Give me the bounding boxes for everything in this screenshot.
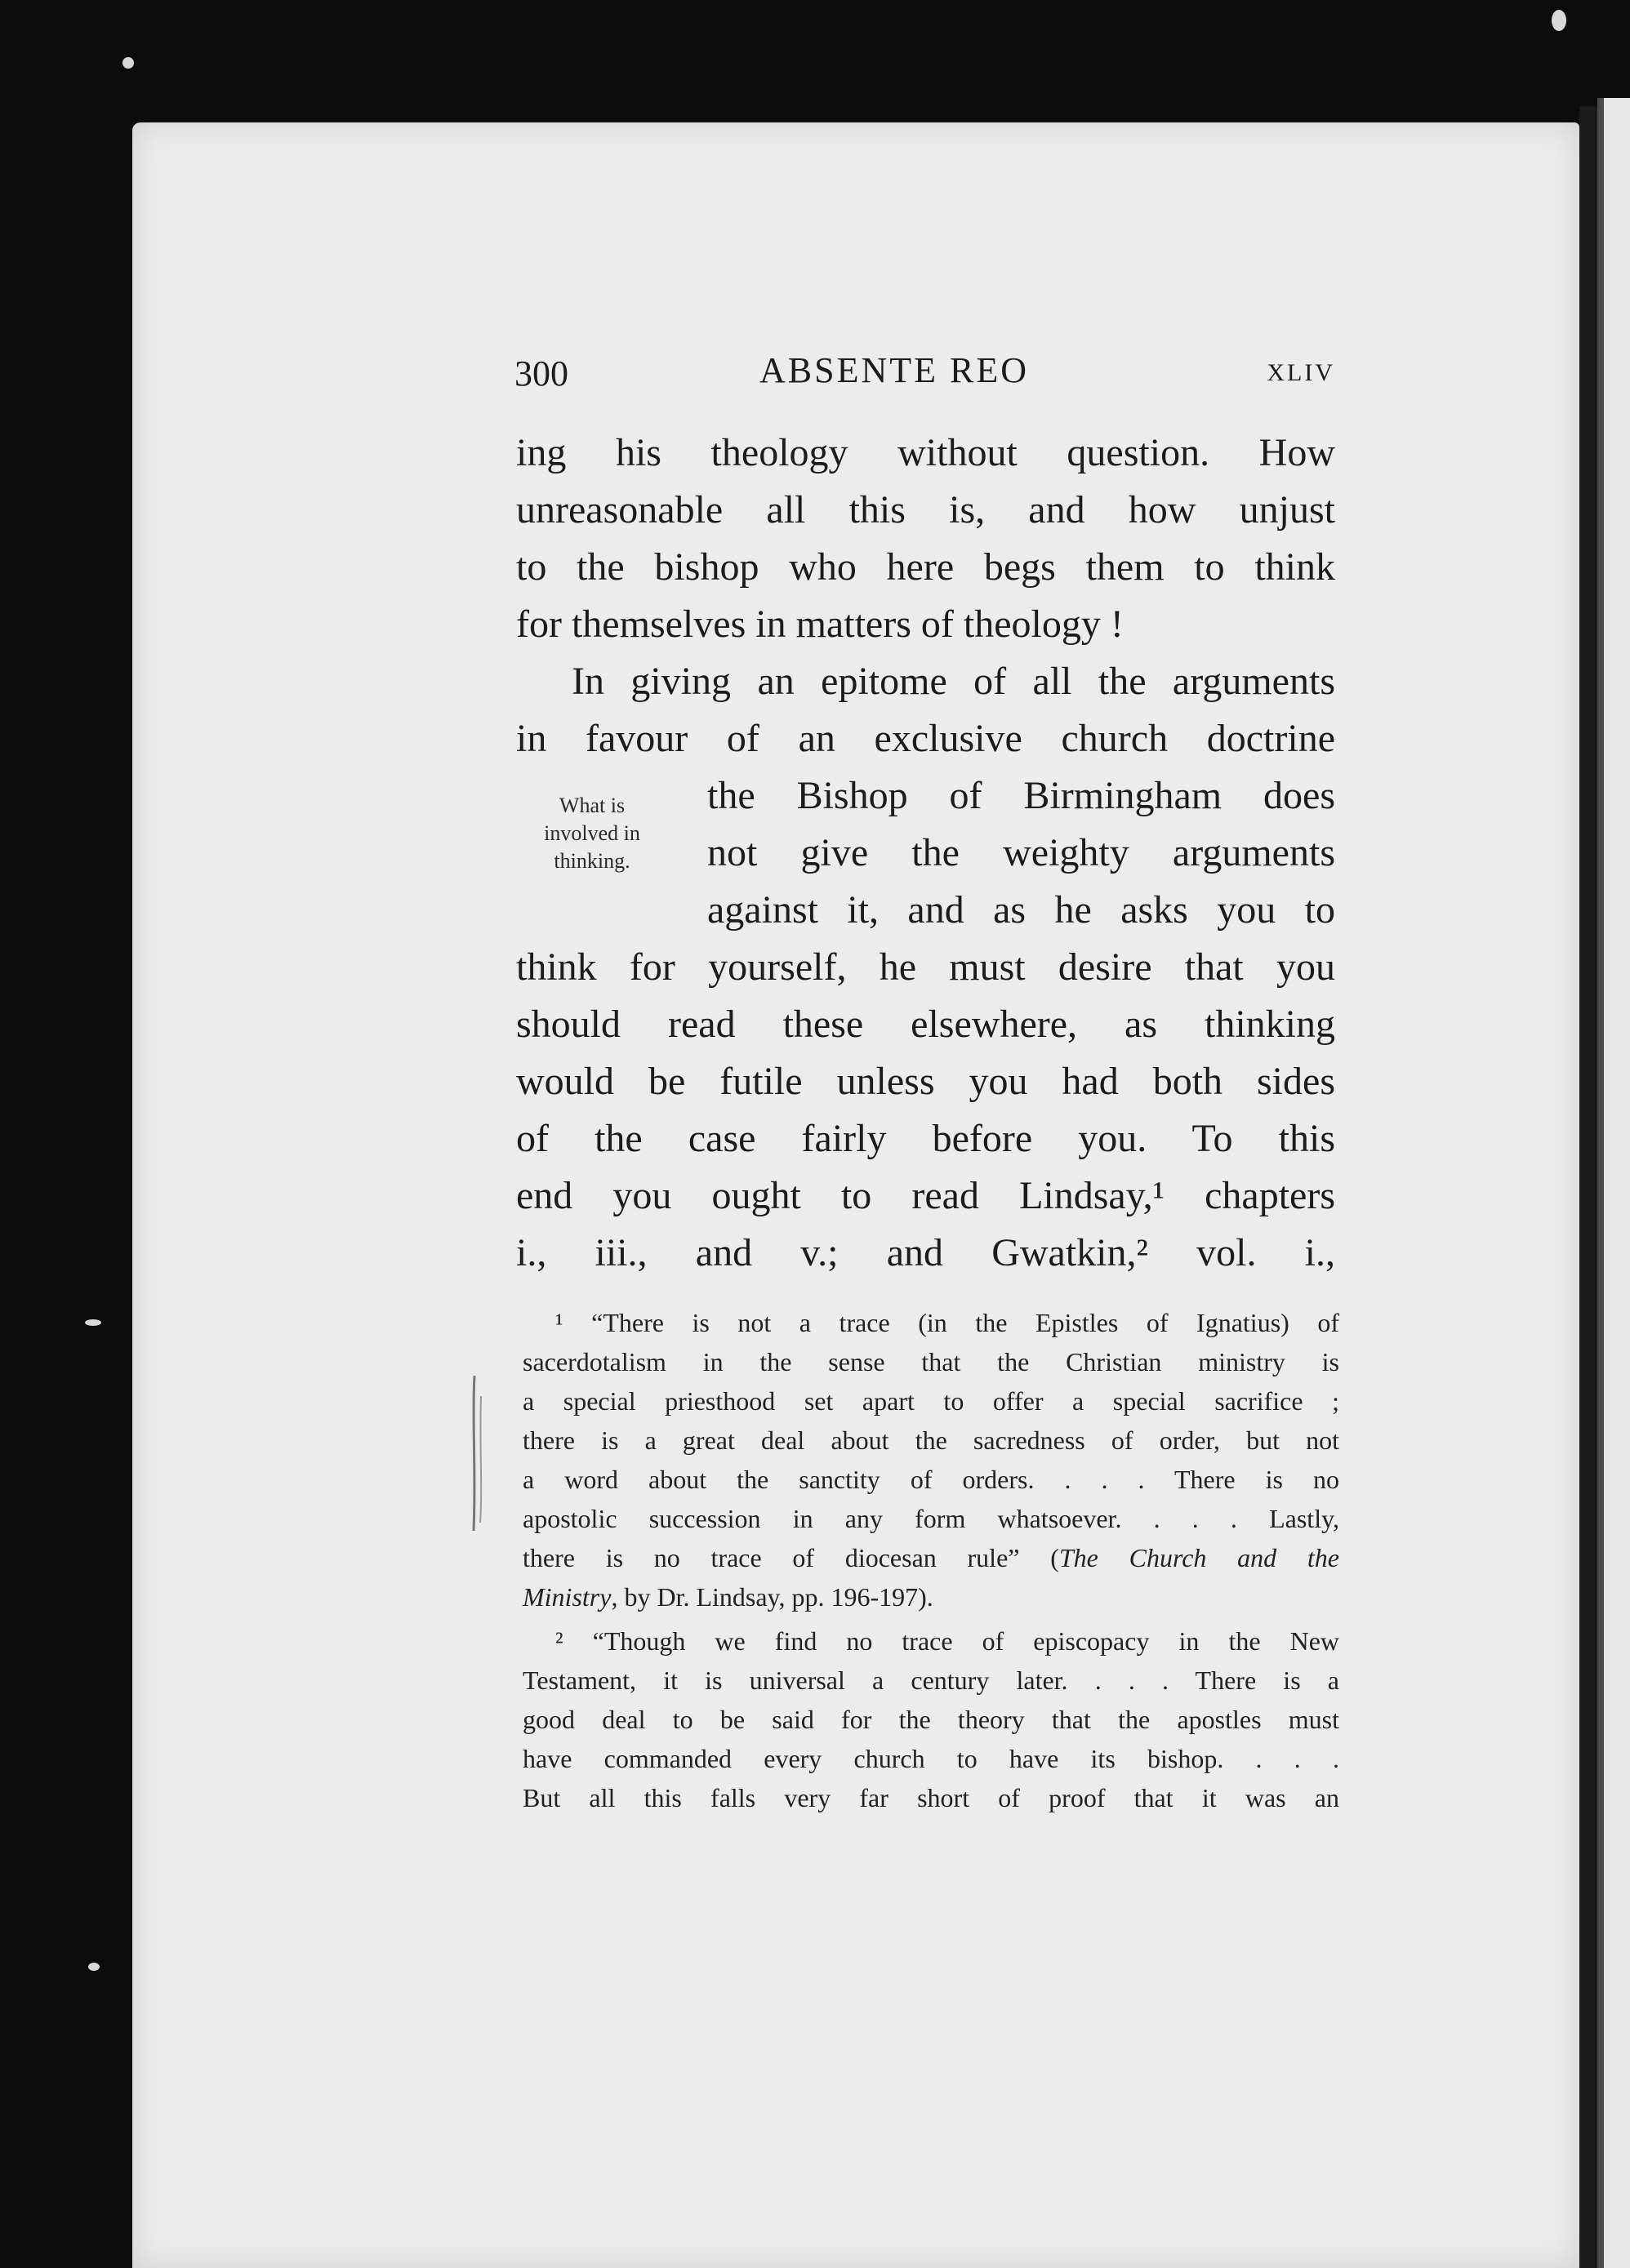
pencil-mark xyxy=(470,1372,488,1535)
dust-speck xyxy=(88,1963,100,1971)
footnote-line: there is a great deal about the sacredness of order, but not xyxy=(523,1425,1339,1455)
footnote-line: Ministry, by Dr. Lindsay, pp. 196-197). xyxy=(523,1582,933,1612)
running-header xyxy=(514,349,1335,407)
body-line: not give the weighty arguments xyxy=(707,831,1335,874)
body-line: should read these elsewhere, as thinking xyxy=(516,1003,1335,1046)
body-line: of the case fairly before you. To this xyxy=(516,1117,1335,1160)
body-line: against it, and as he asks you to xyxy=(707,888,1335,932)
margin-note xyxy=(514,792,670,875)
dust-speck xyxy=(122,57,134,69)
body-line: end you ought to read Lindsay,¹ chapters xyxy=(516,1174,1335,1217)
footnote-line: sacerdotalism in the sense that the Christian ministry is xyxy=(523,1347,1339,1376)
margin-note-line: What is xyxy=(559,794,626,817)
page-number: 300 xyxy=(514,354,568,394)
body-line: the Bishop of Birmingham does xyxy=(707,774,1335,817)
running-title: ABSENTE REO xyxy=(759,350,1029,390)
page-edge xyxy=(1597,98,1630,2268)
footnote-line: a special priesthood set apart to offer a special sacrifice ; xyxy=(523,1386,1339,1416)
body-line: ing his theology without question. How xyxy=(516,431,1335,474)
chapter-number: XLIV xyxy=(1267,359,1335,386)
footnote-line: good deal to be said for the theory that the apostles must xyxy=(523,1705,1339,1734)
footnote-line: ¹ “There is not a trace (in the Epistles of Ignatius) of xyxy=(555,1308,1339,1337)
footnote-line: apostolic succession in any form whatsoever. . . . Lastly, xyxy=(523,1504,1339,1533)
body-line: would be futile unless you had both sides xyxy=(516,1060,1335,1103)
margin-note-line: involved in xyxy=(544,821,640,845)
dust-speck xyxy=(85,1319,101,1326)
footnote-line: Testament, it is universal a century later. . . . There is a xyxy=(523,1665,1339,1695)
body-line: unreasonable all this is, and how unjust xyxy=(516,488,1335,531)
footnote-line: a word about the sanctity of orders. . . . There is no xyxy=(523,1465,1339,1494)
footnote-line: there is no trace of diocesan rule” (The Church and the xyxy=(523,1543,1340,1572)
body-line: in favour of an exclusive church doctrine xyxy=(516,717,1335,760)
dust-speck xyxy=(1552,10,1566,31)
body-line: In giving an epitome of all the arguments xyxy=(572,660,1335,703)
book-spine xyxy=(1579,106,1597,2268)
footnote-line: have commanded every church to have its bishop. . . . xyxy=(523,1744,1339,1773)
footnote-line: But all this falls very far short of proof that it was an xyxy=(523,1783,1339,1812)
body-line: for themselves in matters of theology ! xyxy=(516,603,1124,646)
body-line: think for yourself, he must desire that you xyxy=(516,945,1335,989)
margin-note-line: thinking. xyxy=(554,849,630,873)
body-line: to the bishop who here begs them to think xyxy=(516,545,1335,589)
body-line: i., iii., and v.; and Gwatkin,² vol. i., xyxy=(516,1231,1335,1274)
footnote-line: ² “Though we find no trace of episcopacy in the New xyxy=(555,1626,1339,1656)
